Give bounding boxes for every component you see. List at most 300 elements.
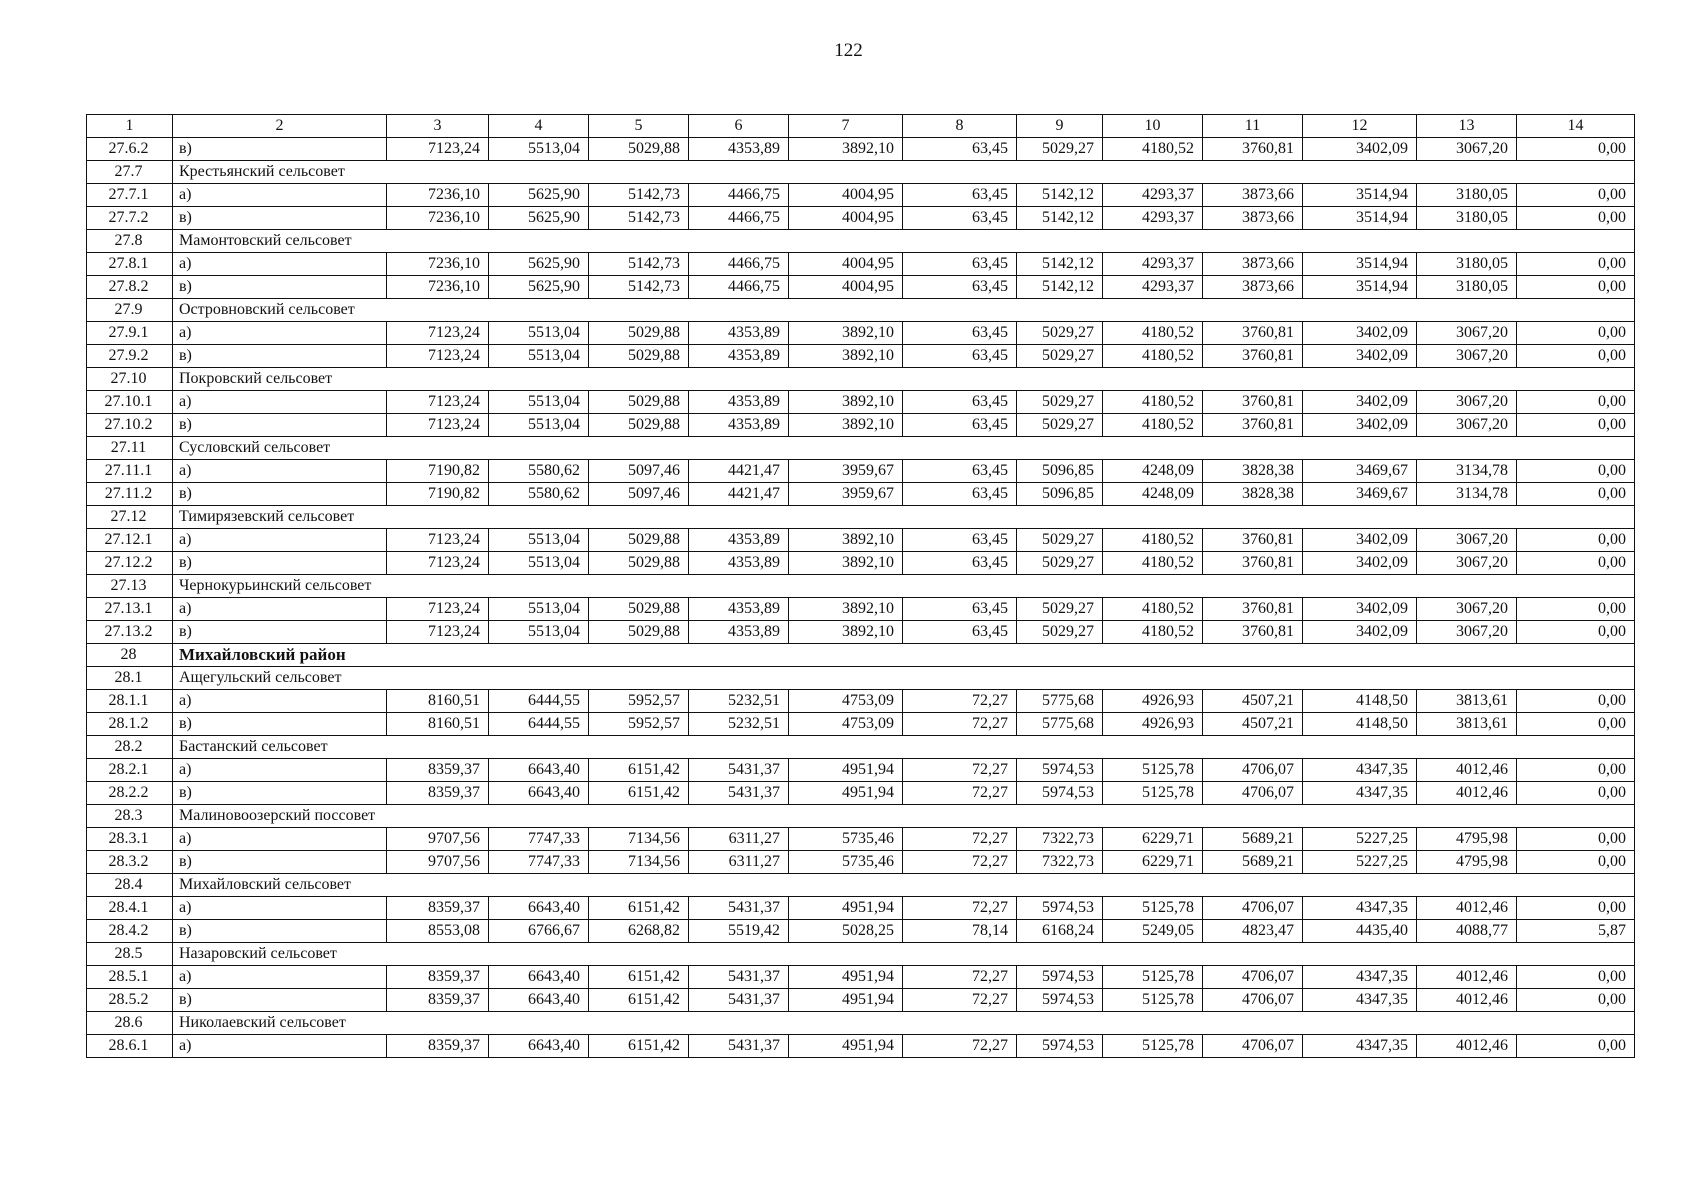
table-cell: 3514,94 bbox=[1303, 253, 1417, 276]
table-cell: 5513,04 bbox=[489, 322, 589, 345]
row-subtype: а) bbox=[173, 253, 387, 276]
table-cell: 5029,27 bbox=[1017, 414, 1103, 437]
section-row bbox=[87, 805, 1635, 828]
table-cell: 5142,73 bbox=[589, 253, 689, 276]
row-subtype: а) bbox=[173, 1035, 387, 1058]
table-cell: 5735,46 bbox=[789, 851, 903, 874]
table-cell: 3959,67 bbox=[789, 460, 903, 483]
table-row bbox=[87, 966, 1635, 989]
row-subtype: в) bbox=[173, 621, 387, 644]
row-title: Крестьянский сельсовет bbox=[173, 161, 1635, 184]
row-code: 27.13.1 bbox=[87, 598, 173, 621]
table-cell: 3760,81 bbox=[1203, 552, 1303, 575]
table-cell: 5142,73 bbox=[589, 207, 689, 230]
table-cell: 5125,78 bbox=[1103, 1035, 1203, 1058]
table-cell: 72,27 bbox=[903, 782, 1017, 805]
row-code: 27.7.2 bbox=[87, 207, 173, 230]
table-row bbox=[87, 897, 1635, 920]
table-cell: 5142,73 bbox=[589, 276, 689, 299]
table-cell: 3760,81 bbox=[1203, 598, 1303, 621]
table-cell: 3892,10 bbox=[789, 345, 903, 368]
column-header: 6 bbox=[689, 115, 789, 138]
table-cell: 0,00 bbox=[1517, 414, 1635, 437]
table-cell: 5029,88 bbox=[589, 138, 689, 161]
table-cell: 5974,53 bbox=[1017, 966, 1103, 989]
table-cell: 4706,07 bbox=[1203, 759, 1303, 782]
table-cell: 4347,35 bbox=[1303, 966, 1417, 989]
row-code: 27.8 bbox=[87, 230, 173, 253]
table-cell: 7190,82 bbox=[387, 483, 489, 506]
row-code: 27.12.2 bbox=[87, 552, 173, 575]
table-cell: 4180,52 bbox=[1103, 138, 1203, 161]
row-code: 27.12 bbox=[87, 506, 173, 529]
column-header: 3 bbox=[387, 115, 489, 138]
table-cell: 4148,50 bbox=[1303, 690, 1417, 713]
table-cell: 7190,82 bbox=[387, 460, 489, 483]
row-title: Михайловский сельсовет bbox=[173, 874, 1635, 897]
page-number: 122 bbox=[834, 40, 863, 61]
table-cell: 3067,20 bbox=[1417, 598, 1517, 621]
table-row bbox=[87, 989, 1635, 1012]
table-cell: 5029,88 bbox=[589, 345, 689, 368]
table-cell: 0,00 bbox=[1517, 598, 1635, 621]
row-title: Ащегульский сельсовет bbox=[173, 667, 1635, 690]
column-header: 4 bbox=[489, 115, 589, 138]
table-cell: 0,00 bbox=[1517, 483, 1635, 506]
table-cell: 4347,35 bbox=[1303, 989, 1417, 1012]
table-cell: 5227,25 bbox=[1303, 828, 1417, 851]
table-cell: 0,00 bbox=[1517, 690, 1635, 713]
table-cell: 3760,81 bbox=[1203, 138, 1303, 161]
row-code: 27.9.1 bbox=[87, 322, 173, 345]
table-cell: 7322,73 bbox=[1017, 851, 1103, 874]
table-cell: 72,27 bbox=[903, 851, 1017, 874]
table-cell: 5029,27 bbox=[1017, 552, 1103, 575]
row-code: 28.2.2 bbox=[87, 782, 173, 805]
row-code: 27.10.1 bbox=[87, 391, 173, 414]
table-cell: 6168,24 bbox=[1017, 920, 1103, 943]
table-cell: 63,45 bbox=[903, 460, 1017, 483]
row-code: 28.4.2 bbox=[87, 920, 173, 943]
section-row bbox=[87, 230, 1635, 253]
table-cell: 6151,42 bbox=[589, 989, 689, 1012]
row-code: 28 bbox=[87, 644, 173, 667]
row-title: Назаровский сельсовет bbox=[173, 943, 1635, 966]
table-cell: 6151,42 bbox=[589, 1035, 689, 1058]
table-cell: 4012,46 bbox=[1417, 782, 1517, 805]
row-code: 28.3.2 bbox=[87, 851, 173, 874]
row-title: Островновский сельсовет bbox=[173, 299, 1635, 322]
table-cell: 7123,24 bbox=[387, 391, 489, 414]
row-subtype: в) bbox=[173, 276, 387, 299]
table-cell: 0,00 bbox=[1517, 529, 1635, 552]
table-cell: 4951,94 bbox=[789, 782, 903, 805]
table-cell: 0,00 bbox=[1517, 989, 1635, 1012]
row-code: 28.5.2 bbox=[87, 989, 173, 1012]
table-cell: 4012,46 bbox=[1417, 966, 1517, 989]
row-subtype: в) bbox=[173, 483, 387, 506]
table-cell: 3402,09 bbox=[1303, 414, 1417, 437]
table-cell: 4180,52 bbox=[1103, 552, 1203, 575]
column-header: 9 bbox=[1017, 115, 1103, 138]
row-code: 27.11.1 bbox=[87, 460, 173, 483]
table-cell: 5029,27 bbox=[1017, 322, 1103, 345]
table-cell: 5735,46 bbox=[789, 828, 903, 851]
row-subtype: в) bbox=[173, 782, 387, 805]
column-header: 13 bbox=[1417, 115, 1517, 138]
table-cell: 7322,73 bbox=[1017, 828, 1103, 851]
table-cell: 72,27 bbox=[903, 759, 1017, 782]
table-cell: 5974,53 bbox=[1017, 989, 1103, 1012]
table-cell: 4012,46 bbox=[1417, 1035, 1517, 1058]
table-cell: 4012,46 bbox=[1417, 897, 1517, 920]
section-row bbox=[87, 874, 1635, 897]
table-cell: 3067,20 bbox=[1417, 529, 1517, 552]
table-cell: 0,00 bbox=[1517, 966, 1635, 989]
table-cell: 4353,89 bbox=[689, 414, 789, 437]
row-code: 27.7.1 bbox=[87, 184, 173, 207]
table-row bbox=[87, 598, 1635, 621]
table-cell: 0,00 bbox=[1517, 276, 1635, 299]
table-cell: 4353,89 bbox=[689, 621, 789, 644]
table-cell: 5029,88 bbox=[589, 621, 689, 644]
table-cell: 3760,81 bbox=[1203, 391, 1303, 414]
table-cell: 3892,10 bbox=[789, 552, 903, 575]
row-title: Чернокурьинский сельсовет bbox=[173, 575, 1635, 598]
table-cell: 63,45 bbox=[903, 253, 1017, 276]
section-row bbox=[87, 506, 1635, 529]
table-cell: 5142,12 bbox=[1017, 184, 1103, 207]
table-cell: 3469,67 bbox=[1303, 483, 1417, 506]
section-row bbox=[87, 368, 1635, 391]
table-cell: 63,45 bbox=[903, 414, 1017, 437]
table-cell: 3873,66 bbox=[1203, 276, 1303, 299]
row-title: Сусловский сельсовет bbox=[173, 437, 1635, 460]
table-cell: 7123,24 bbox=[387, 414, 489, 437]
table-cell: 5513,04 bbox=[489, 138, 589, 161]
row-code: 28.5.1 bbox=[87, 966, 173, 989]
table-cell: 5625,90 bbox=[489, 207, 589, 230]
table-cell: 4706,07 bbox=[1203, 966, 1303, 989]
table-cell: 5029,88 bbox=[589, 414, 689, 437]
row-code: 27.13 bbox=[87, 575, 173, 598]
row-code: 28.1.2 bbox=[87, 713, 173, 736]
column-header: 1 bbox=[87, 115, 173, 138]
table-cell: 4180,52 bbox=[1103, 598, 1203, 621]
table-cell: 5431,37 bbox=[689, 989, 789, 1012]
table-cell: 0,00 bbox=[1517, 253, 1635, 276]
table-cell: 3760,81 bbox=[1203, 621, 1303, 644]
table-cell: 8359,37 bbox=[387, 1035, 489, 1058]
table-cell: 5625,90 bbox=[489, 253, 589, 276]
table-cell: 3067,20 bbox=[1417, 138, 1517, 161]
table-cell: 72,27 bbox=[903, 966, 1017, 989]
row-code: 28.5 bbox=[87, 943, 173, 966]
table-cell: 3892,10 bbox=[789, 138, 903, 161]
row-title: Мамонтовский сельсовет bbox=[173, 230, 1635, 253]
row-code: 28.6.1 bbox=[87, 1035, 173, 1058]
row-code: 28.2 bbox=[87, 736, 173, 759]
table-cell: 4004,95 bbox=[789, 207, 903, 230]
table-cell: 5775,68 bbox=[1017, 690, 1103, 713]
table-cell: 5232,51 bbox=[689, 690, 789, 713]
table-cell: 5952,57 bbox=[589, 713, 689, 736]
table-cell: 4012,46 bbox=[1417, 989, 1517, 1012]
table-cell: 3402,09 bbox=[1303, 552, 1417, 575]
table-cell: 3402,09 bbox=[1303, 621, 1417, 644]
column-header: 11 bbox=[1203, 115, 1303, 138]
table-row bbox=[87, 690, 1635, 713]
table-cell: 3180,05 bbox=[1417, 253, 1517, 276]
table-cell: 78,14 bbox=[903, 920, 1017, 943]
table-cell: 5689,21 bbox=[1203, 851, 1303, 874]
table-cell: 7747,33 bbox=[489, 851, 589, 874]
table-cell: 3873,66 bbox=[1203, 207, 1303, 230]
table-cell: 3402,09 bbox=[1303, 598, 1417, 621]
table-cell: 4293,37 bbox=[1103, 207, 1203, 230]
table-cell: 5974,53 bbox=[1017, 1035, 1103, 1058]
table-cell: 4293,37 bbox=[1103, 253, 1203, 276]
table-cell: 63,45 bbox=[903, 207, 1017, 230]
table-cell: 6444,55 bbox=[489, 690, 589, 713]
table-cell: 5513,04 bbox=[489, 552, 589, 575]
table-cell: 3813,61 bbox=[1417, 713, 1517, 736]
row-subtype: а) bbox=[173, 966, 387, 989]
table-cell: 5029,88 bbox=[589, 529, 689, 552]
table-cell: 5513,04 bbox=[489, 529, 589, 552]
table-cell: 5625,90 bbox=[489, 276, 589, 299]
table-body bbox=[87, 115, 1635, 1058]
table-cell: 3760,81 bbox=[1203, 529, 1303, 552]
table-cell: 63,45 bbox=[903, 598, 1017, 621]
table-row bbox=[87, 483, 1635, 506]
table-cell: 5028,25 bbox=[789, 920, 903, 943]
table-cell: 4180,52 bbox=[1103, 391, 1203, 414]
table-cell: 3067,20 bbox=[1417, 414, 1517, 437]
table-cell: 3828,38 bbox=[1203, 460, 1303, 483]
table-cell: 4795,98 bbox=[1417, 851, 1517, 874]
row-subtype: в) bbox=[173, 345, 387, 368]
table-cell: 72,27 bbox=[903, 989, 1017, 1012]
table-cell: 4466,75 bbox=[689, 276, 789, 299]
table-cell: 4347,35 bbox=[1303, 782, 1417, 805]
table-cell: 4248,09 bbox=[1103, 460, 1203, 483]
row-code: 28.1 bbox=[87, 667, 173, 690]
table-cell: 4926,93 bbox=[1103, 690, 1203, 713]
table-row bbox=[87, 529, 1635, 552]
table-row bbox=[87, 322, 1635, 345]
table-cell: 0,00 bbox=[1517, 460, 1635, 483]
table-cell: 5431,37 bbox=[689, 897, 789, 920]
table-cell: 63,45 bbox=[903, 621, 1017, 644]
table-cell: 0,00 bbox=[1517, 322, 1635, 345]
table-cell: 3514,94 bbox=[1303, 184, 1417, 207]
table-cell: 5125,78 bbox=[1103, 966, 1203, 989]
table-cell: 5029,27 bbox=[1017, 529, 1103, 552]
table-cell: 0,00 bbox=[1517, 1035, 1635, 1058]
table-cell: 72,27 bbox=[903, 828, 1017, 851]
table-cell: 5232,51 bbox=[689, 713, 789, 736]
table-cell: 4706,07 bbox=[1203, 782, 1303, 805]
table-cell: 7236,10 bbox=[387, 207, 489, 230]
table-cell: 5029,88 bbox=[589, 322, 689, 345]
column-header: 14 bbox=[1517, 115, 1635, 138]
table-cell: 5029,27 bbox=[1017, 138, 1103, 161]
row-subtype: а) bbox=[173, 897, 387, 920]
table-cell: 3067,20 bbox=[1417, 552, 1517, 575]
table-cell: 0,00 bbox=[1517, 552, 1635, 575]
table-cell: 5097,46 bbox=[589, 483, 689, 506]
table-cell: 5952,57 bbox=[589, 690, 689, 713]
row-title: Тимирязевский сельсовет bbox=[173, 506, 1635, 529]
table-cell: 8553,08 bbox=[387, 920, 489, 943]
table-cell: 0,00 bbox=[1517, 828, 1635, 851]
table-cell: 3873,66 bbox=[1203, 184, 1303, 207]
table-cell: 5974,53 bbox=[1017, 782, 1103, 805]
table-cell: 0,00 bbox=[1517, 759, 1635, 782]
table-cell: 4012,46 bbox=[1417, 759, 1517, 782]
table-cell: 4353,89 bbox=[689, 529, 789, 552]
table-cell: 3892,10 bbox=[789, 322, 903, 345]
row-subtype: а) bbox=[173, 598, 387, 621]
table-cell: 0,00 bbox=[1517, 391, 1635, 414]
table-cell: 7123,24 bbox=[387, 552, 489, 575]
table-cell: 5096,85 bbox=[1017, 483, 1103, 506]
table-cell: 5513,04 bbox=[489, 391, 589, 414]
row-subtype: а) bbox=[173, 828, 387, 851]
table-cell: 4353,89 bbox=[689, 322, 789, 345]
table-cell: 3760,81 bbox=[1203, 414, 1303, 437]
table-cell: 0,00 bbox=[1517, 345, 1635, 368]
table-cell: 6151,42 bbox=[589, 759, 689, 782]
table-row bbox=[87, 920, 1635, 943]
table-cell: 6268,82 bbox=[589, 920, 689, 943]
table-cell: 3180,05 bbox=[1417, 207, 1517, 230]
table-cell: 5125,78 bbox=[1103, 897, 1203, 920]
table-row bbox=[87, 552, 1635, 575]
row-title: Николаевский сельсовет bbox=[173, 1012, 1635, 1035]
table-cell: 5,87 bbox=[1517, 920, 1635, 943]
table-cell: 6643,40 bbox=[489, 966, 589, 989]
table-cell: 63,45 bbox=[903, 483, 1017, 506]
table-cell: 6229,71 bbox=[1103, 828, 1203, 851]
table-cell: 7123,24 bbox=[387, 345, 489, 368]
table-cell: 5580,62 bbox=[489, 460, 589, 483]
table-cell: 6229,71 bbox=[1103, 851, 1203, 874]
table-cell: 4347,35 bbox=[1303, 897, 1417, 920]
table-cell: 4507,21 bbox=[1203, 690, 1303, 713]
table-row bbox=[87, 207, 1635, 230]
table-cell: 4706,07 bbox=[1203, 897, 1303, 920]
row-code: 28.1.1 bbox=[87, 690, 173, 713]
table-cell: 5974,53 bbox=[1017, 759, 1103, 782]
table-cell: 5974,53 bbox=[1017, 897, 1103, 920]
table-cell: 4248,09 bbox=[1103, 483, 1203, 506]
table-cell: 3180,05 bbox=[1417, 184, 1517, 207]
table-cell: 5142,12 bbox=[1017, 253, 1103, 276]
table-cell: 4088,77 bbox=[1417, 920, 1517, 943]
table-cell: 63,45 bbox=[903, 276, 1017, 299]
table-cell: 5125,78 bbox=[1103, 782, 1203, 805]
row-subtype: а) bbox=[173, 529, 387, 552]
table-row bbox=[87, 828, 1635, 851]
table-row bbox=[87, 276, 1635, 299]
table-cell: 4823,47 bbox=[1203, 920, 1303, 943]
table-cell: 4753,09 bbox=[789, 690, 903, 713]
table-cell: 4421,47 bbox=[689, 483, 789, 506]
table-cell: 4353,89 bbox=[689, 138, 789, 161]
table-cell: 3892,10 bbox=[789, 621, 903, 644]
table-cell: 3402,09 bbox=[1303, 391, 1417, 414]
table-cell: 3134,78 bbox=[1417, 483, 1517, 506]
row-subtype: в) bbox=[173, 414, 387, 437]
table-cell: 7123,24 bbox=[387, 529, 489, 552]
table-cell: 3402,09 bbox=[1303, 529, 1417, 552]
table-cell: 4347,35 bbox=[1303, 1035, 1417, 1058]
table-cell: 3828,38 bbox=[1203, 483, 1303, 506]
table-cell: 72,27 bbox=[903, 713, 1017, 736]
table-cell: 5227,25 bbox=[1303, 851, 1417, 874]
table-row bbox=[87, 253, 1635, 276]
table-row bbox=[87, 713, 1635, 736]
table-cell: 4466,75 bbox=[689, 253, 789, 276]
section-row bbox=[87, 161, 1635, 184]
row-subtype: в) bbox=[173, 851, 387, 874]
table-cell: 4353,89 bbox=[689, 598, 789, 621]
row-subtype: а) bbox=[173, 759, 387, 782]
table-cell: 5625,90 bbox=[489, 184, 589, 207]
table-cell: 7123,24 bbox=[387, 621, 489, 644]
table-cell: 63,45 bbox=[903, 322, 1017, 345]
column-header: 7 bbox=[789, 115, 903, 138]
table-cell: 5029,88 bbox=[589, 552, 689, 575]
table-cell: 5775,68 bbox=[1017, 713, 1103, 736]
row-subtype: а) bbox=[173, 690, 387, 713]
row-subtype: а) bbox=[173, 391, 387, 414]
table-cell: 5513,04 bbox=[489, 598, 589, 621]
table-cell: 3402,09 bbox=[1303, 345, 1417, 368]
table-cell: 3892,10 bbox=[789, 598, 903, 621]
table-cell: 5513,04 bbox=[489, 621, 589, 644]
table-cell: 4004,95 bbox=[789, 276, 903, 299]
table-cell: 4951,94 bbox=[789, 989, 903, 1012]
table-cell: 4951,94 bbox=[789, 759, 903, 782]
row-code: 28.4 bbox=[87, 874, 173, 897]
row-code: 27.10.2 bbox=[87, 414, 173, 437]
table-cell: 0,00 bbox=[1517, 184, 1635, 207]
table-cell: 5125,78 bbox=[1103, 759, 1203, 782]
table-cell: 6643,40 bbox=[489, 897, 589, 920]
row-code: 27.8.1 bbox=[87, 253, 173, 276]
table-row bbox=[87, 414, 1635, 437]
table-cell: 3760,81 bbox=[1203, 345, 1303, 368]
table-cell: 5029,27 bbox=[1017, 391, 1103, 414]
row-subtype: в) bbox=[173, 207, 387, 230]
table-cell: 5513,04 bbox=[489, 414, 589, 437]
table-cell: 7236,10 bbox=[387, 253, 489, 276]
table-cell: 0,00 bbox=[1517, 207, 1635, 230]
table-row bbox=[87, 138, 1635, 161]
row-code: 28.2.1 bbox=[87, 759, 173, 782]
table-cell: 6643,40 bbox=[489, 782, 589, 805]
table-cell: 5029,88 bbox=[589, 598, 689, 621]
table-cell: 63,45 bbox=[903, 184, 1017, 207]
table-cell: 8359,37 bbox=[387, 989, 489, 1012]
table-cell: 6643,40 bbox=[489, 1035, 589, 1058]
row-subtype: в) bbox=[173, 138, 387, 161]
table-row bbox=[87, 621, 1635, 644]
table-cell: 8359,37 bbox=[387, 782, 489, 805]
